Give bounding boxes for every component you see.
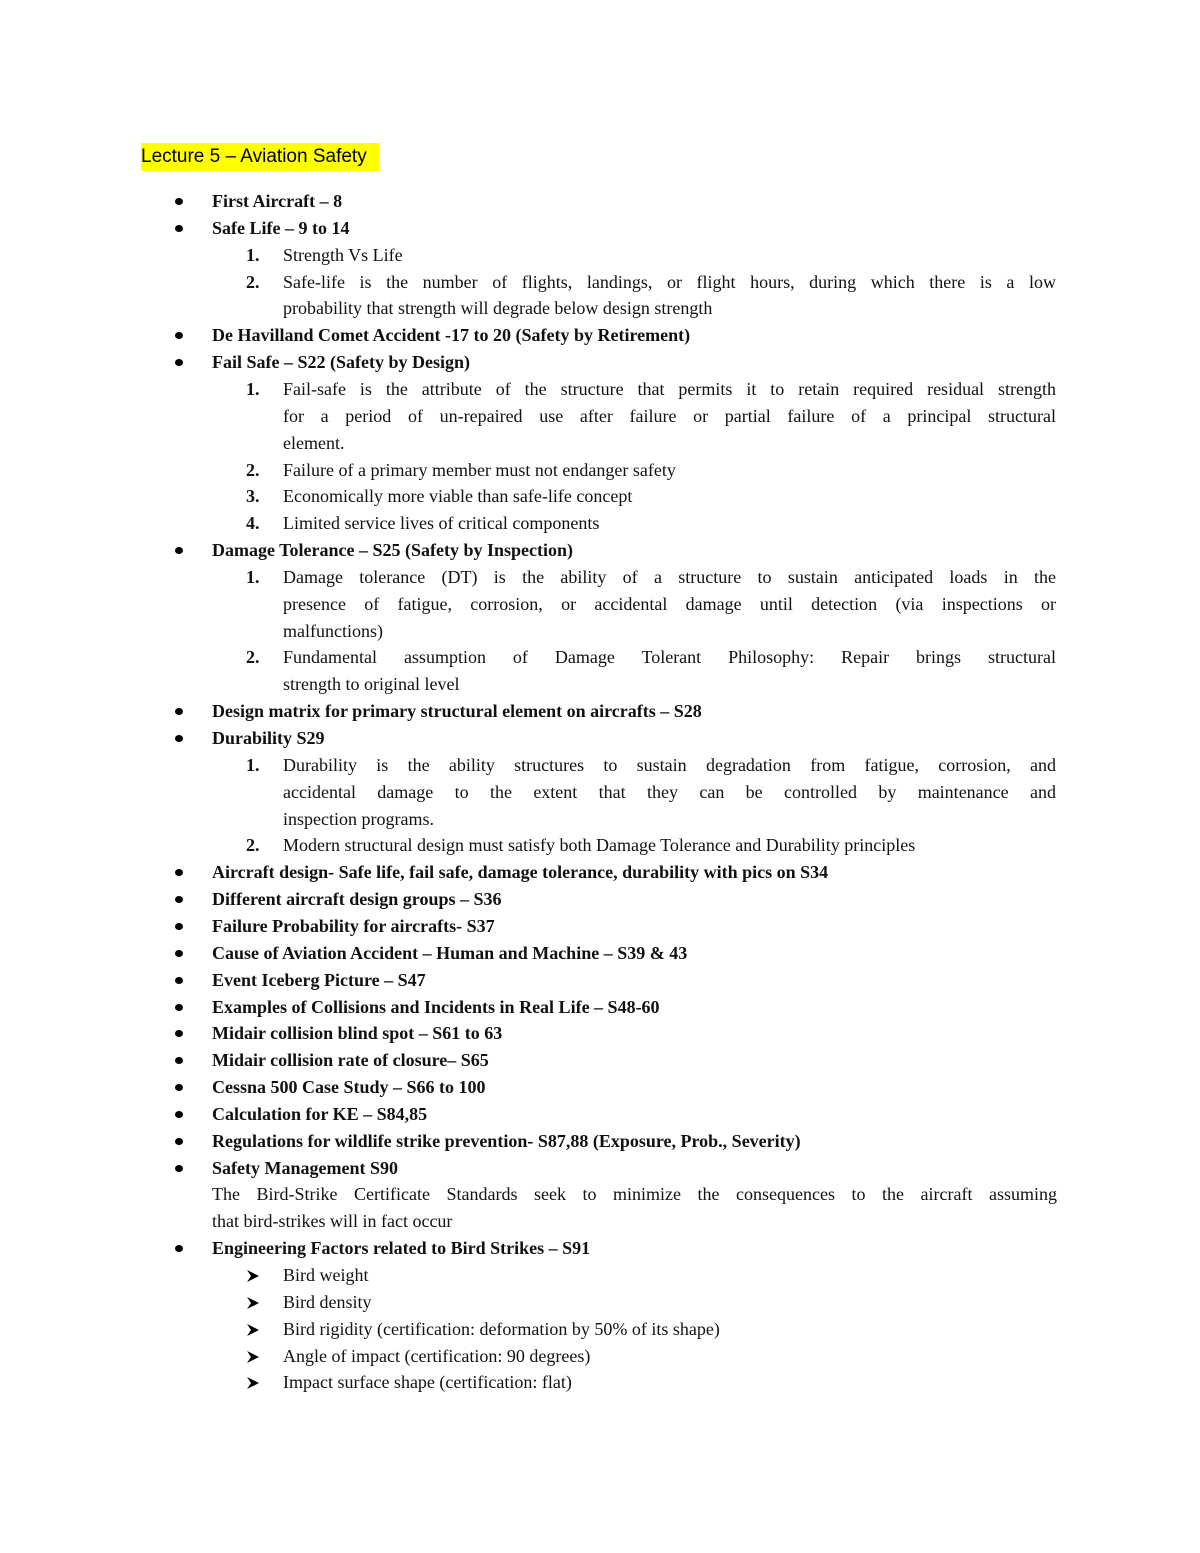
item-number: 2.: [246, 835, 260, 856]
item-number: 1.: [246, 566, 260, 587]
bullet-icon: [175, 547, 183, 554]
arrow-bullet-icon: [246, 1289, 266, 1316]
bullet-icon: [175, 1165, 183, 1172]
bullet-text: Design matrix for primary structural element on aircrafts – S28: [212, 701, 702, 722]
bullet-icon: [175, 869, 183, 876]
arrow-bullet-icon: [246, 1369, 266, 1396]
item-number: 3.: [246, 486, 260, 507]
bullet-text: Cause of Aviation Accident – Human and Machine – S39 & 43: [212, 942, 688, 963]
item-number: 1.: [246, 754, 260, 775]
bullet-icon: [175, 332, 183, 339]
bullet-text: Different aircraft design groups – S36: [212, 889, 502, 910]
bullet-text: Damage Tolerance – S25 (Safety by Inspection): [212, 540, 573, 561]
numbered-item-text: accidental damage to the extent that they can be controlled by maintenance and: [283, 781, 1056, 802]
bullet-icon: [175, 896, 183, 903]
numbered-item-text: Economically more viable than safe-life concept: [283, 486, 633, 507]
arrow-bullet-icon: [246, 1262, 266, 1289]
bullet-text: Cessna 500 Case Study – S66 to 100: [212, 1077, 486, 1098]
bullet-icon: [175, 225, 183, 232]
numbered-item-text: strength to original level: [283, 674, 460, 695]
item-number: 2.: [246, 271, 260, 292]
bullet-icon: [175, 1111, 183, 1118]
numbered-item-text: Strength Vs Life: [283, 244, 403, 265]
numbered-item-text: Modern structural design must satisfy both Damage Tolerance and Durability principles: [283, 835, 916, 856]
numbered-item-text: malfunctions): [283, 620, 383, 641]
bullet-text: First Aircraft – 8: [212, 191, 343, 211]
bullet-text: Fail Safe – S22 (Safety by Design): [212, 352, 470, 373]
bullet-text: Aircraft design- Safe life, fail safe, damage tolerance, durability with pics on S34: [212, 862, 829, 883]
item-number: 1.: [246, 244, 260, 265]
bullet-icon: [175, 1245, 183, 1252]
item-number: 2.: [246, 459, 260, 480]
bullet-icon: [175, 198, 183, 205]
page-title: Lecture 5 – Aviation Safety: [141, 143, 379, 171]
numbered-item-text: Limited service lives of critical components: [283, 513, 600, 534]
bullet-icon: [175, 1084, 183, 1091]
bullet-icon: [175, 708, 183, 715]
bullet-icon: [175, 1030, 183, 1037]
numbered-item-text: for a period of un-repaired use after failure or partial failure of a principal structural: [283, 405, 1056, 426]
item-number: 1.: [246, 378, 260, 399]
numbered-item-text: Fundamental assumption of Damage Tolerant Philosophy: Repair brings structural: [283, 647, 1056, 668]
numbered-item-text: Failure of a primary member must not endanger safety: [283, 459, 676, 480]
bullet-text: Calculation for KE – S84,85: [212, 1103, 428, 1124]
numbered-item-text: Durability is the ability structures to sustain degradation from fatigue, corrosion, and: [283, 754, 1056, 775]
bullet-text: Durability S29: [212, 728, 325, 748]
numbered-item-text: inspection programs.: [283, 808, 434, 829]
numbered-item-text: Fail-safe is the attribute of the structure that permits it to retain required residual strength: [283, 378, 1056, 399]
paragraph-text: The Bird-Strike Certificate Standards seek to minimize the consequences to the aircraft assuming: [212, 1184, 1057, 1205]
arrow-bullet-icon: [246, 1316, 266, 1343]
bullet-icon: [175, 359, 183, 366]
bullet-text: Regulations for wildlife strike prevention- S87,88 (Exposure, Prob., Severity): [212, 1130, 801, 1151]
bullet-text: Midair collision rate of closure– S65: [212, 1050, 489, 1071]
arrow-item-text: Impact surface shape (certification: flat): [283, 1372, 572, 1393]
numbered-item-text: Safe-life is the number of flights, landings, or flight hours, during which there is a low: [283, 271, 1056, 292]
bullet-icon: [175, 735, 183, 742]
bullet-icon: [175, 1004, 183, 1011]
numbered-item-text: element.: [283, 432, 345, 453]
bullet-text: Safety Management S90: [212, 1157, 398, 1178]
bullet-text: Failure Probability for aircrafts- S37: [212, 915, 495, 936]
arrow-item-text: Bird rigidity (certification: deformation by 50% of its shape): [283, 1318, 720, 1339]
numbered-item-text: presence of fatigue, corrosion, or accidental damage until detection (via inspections or: [283, 593, 1056, 614]
numbered-item-text: probability that strength will degrade below design strength: [283, 298, 713, 319]
arrow-bullet-icon: [246, 1343, 266, 1370]
bullet-icon: [175, 923, 183, 930]
numbered-item-text: Damage tolerance (DT) is the ability of a structure to sustain anticipated loads in the: [283, 566, 1056, 587]
paragraph-text: that bird-strikes will in fact occur: [212, 1211, 453, 1232]
bullet-text: De Havilland Comet Accident -17 to 20 (Safety by Retirement): [212, 325, 691, 346]
bullet-text: Engineering Factors related to Bird Strikes – S91: [212, 1238, 591, 1259]
bullet-icon: [175, 1057, 183, 1064]
bullet-icon: [175, 1138, 183, 1145]
bullet-icon: [175, 977, 183, 984]
arrow-item-text: Bird weight: [283, 1265, 369, 1285]
arrow-item-text: Angle of impact (certification: 90 degrees): [283, 1345, 591, 1366]
bullet-text: Safe Life – 9 to 14: [212, 217, 350, 238]
item-number: 2.: [246, 647, 260, 668]
arrow-item-text: Bird density: [283, 1291, 372, 1312]
bullet-icon: [175, 950, 183, 957]
item-number: 4.: [246, 513, 260, 534]
bullet-text: Event Iceberg Picture – S47: [212, 969, 426, 990]
bullet-text: Examples of Collisions and Incidents in Real Life – S48-60: [212, 996, 660, 1017]
bullet-text: Midair collision blind spot – S61 to 63: [212, 1023, 503, 1044]
